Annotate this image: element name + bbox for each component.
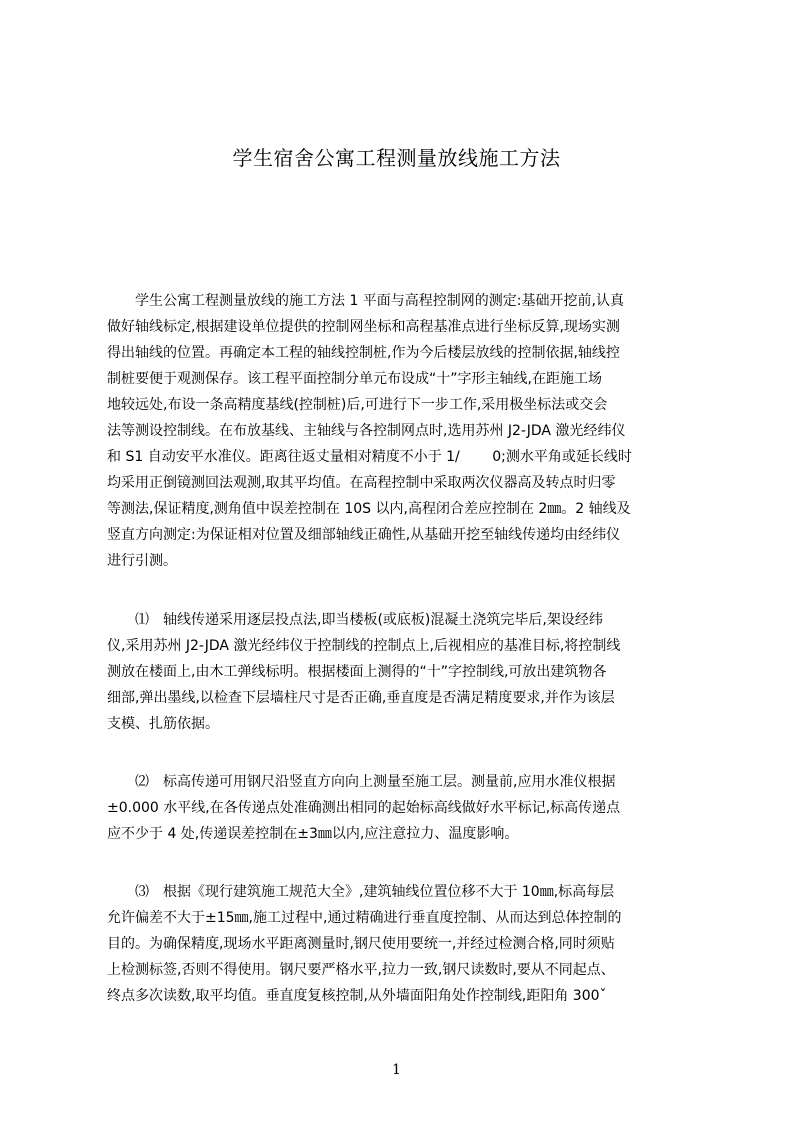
text-line: 支模、扎筋依据。 [107, 716, 219, 732]
page-number: 1 [392, 1062, 401, 1078]
text-line: 目的。为确保精度,现场水平距离测量时,钢尺使用要统一,并经过检测合格,同时须贴 [107, 936, 615, 952]
text-line: 测放在楼面上,由木工弹线标明。根据楼面上测得的“十”字控制线,可放出建筑物各 [107, 664, 607, 680]
paragraph-code-requirements [107, 879, 687, 1009]
page-title: 学生宿舍公寓工程测量放线施工方法 [232, 146, 561, 170]
text-line: 进行引测。 [107, 553, 177, 569]
text-line: ⑶ 根据《现行建筑施工规范大全》,建筑轴线位置位移不大于 10㎜,标高每层 [107, 884, 615, 900]
text-line: 允许偏差不大于±15㎜,施工过程中,通过精确进行垂直度控制、从而达到总体控制的 [107, 910, 622, 926]
text-line: ±0.000 水平线,在各传递点处准确测出相同的起始标高线做好水平标记,标高传递点 [107, 800, 621, 816]
text-line: 上检测标签,否则不得使用。钢尺要严格水平,拉力一致,钢尺读数时,要从不同起点、 [107, 962, 615, 978]
text-line: 制桩要便于观测保存。该工程平面控制分单元布设成“十”字形主轴线,在距施工场 [107, 371, 602, 387]
text-line: 应不少于 4 处,传递误差控制在±3㎜以内,应注意拉力、温度影响。 [107, 826, 519, 842]
text-line: 均采用正倒镜测回法观测,取其平均值。在高程控制中采取两次仪器高及转点时归零 [107, 475, 616, 491]
text-line: ⑴ 轴线传递采用逐层投点法,即当楼板(或底板)混凝土浇筑完毕后,架设经纬 [107, 612, 603, 628]
text-line: 终点多次读数,取平均值。垂直度复核控制,从外墙面阳角处作控制线,距阳角 300ˇ [107, 988, 607, 1004]
text-line: 细部,弹出墨线,以检查下层墙柱尺寸是否正确,垂直度是否满足精度要求,并作为该层 [107, 690, 615, 706]
paragraph-survey-method [107, 288, 687, 574]
text-line: 仪,采用苏州 J2-JDA 激光经纬仪于控制线的控制点上,后视相应的基准目标,将控制线 [107, 638, 621, 654]
text-line: 学生公寓工程测量放线的施工方法 1 平面与高程控制网的测定:基础开挖前,认真 [107, 293, 624, 309]
text-line: 地较远处,布设一条高精度基线(控制桩)后,可进行下一步工作,采用极坐标法或交会 [107, 397, 608, 413]
paragraph-axis-transfer [107, 607, 687, 737]
paragraph-elevation-transfer [107, 769, 687, 847]
text-line: 和 S1 自动安平水准仪。距离往返丈量相对精度不小于 1/ 0;测水平角或延长线时 [107, 449, 632, 465]
text-line: 法等测设控制线。在布放基线、主轴线与各控制网点时,选用苏州 J2-JDA 激光经纬仪 [107, 423, 626, 439]
text-line: 做好轴线标定,根据建设单位提供的控制网坐标和高程基准点进行坐标反算,现场实测 [107, 319, 620, 335]
text-line: ⑵ 标高传递可用钢尺沿竖直方向向上测量至施工层。测量前,应用水准仪根据 [107, 774, 616, 790]
text-line: 竖直方向测定:为保证相对位置及细部轴线正确性,从基础开挖至轴线传递均由经纬仪 [107, 527, 621, 543]
text-line: 得出轴线的位置。再确定本工程的轴线控制桩,作为今后楼层放线的控制依据,轴线控 [107, 345, 620, 361]
text-line: 等测法,保证精度,测角值中误差控制在 10S 以内,高程闭合差应控制在 2㎜。2 轴线及 [107, 501, 631, 517]
